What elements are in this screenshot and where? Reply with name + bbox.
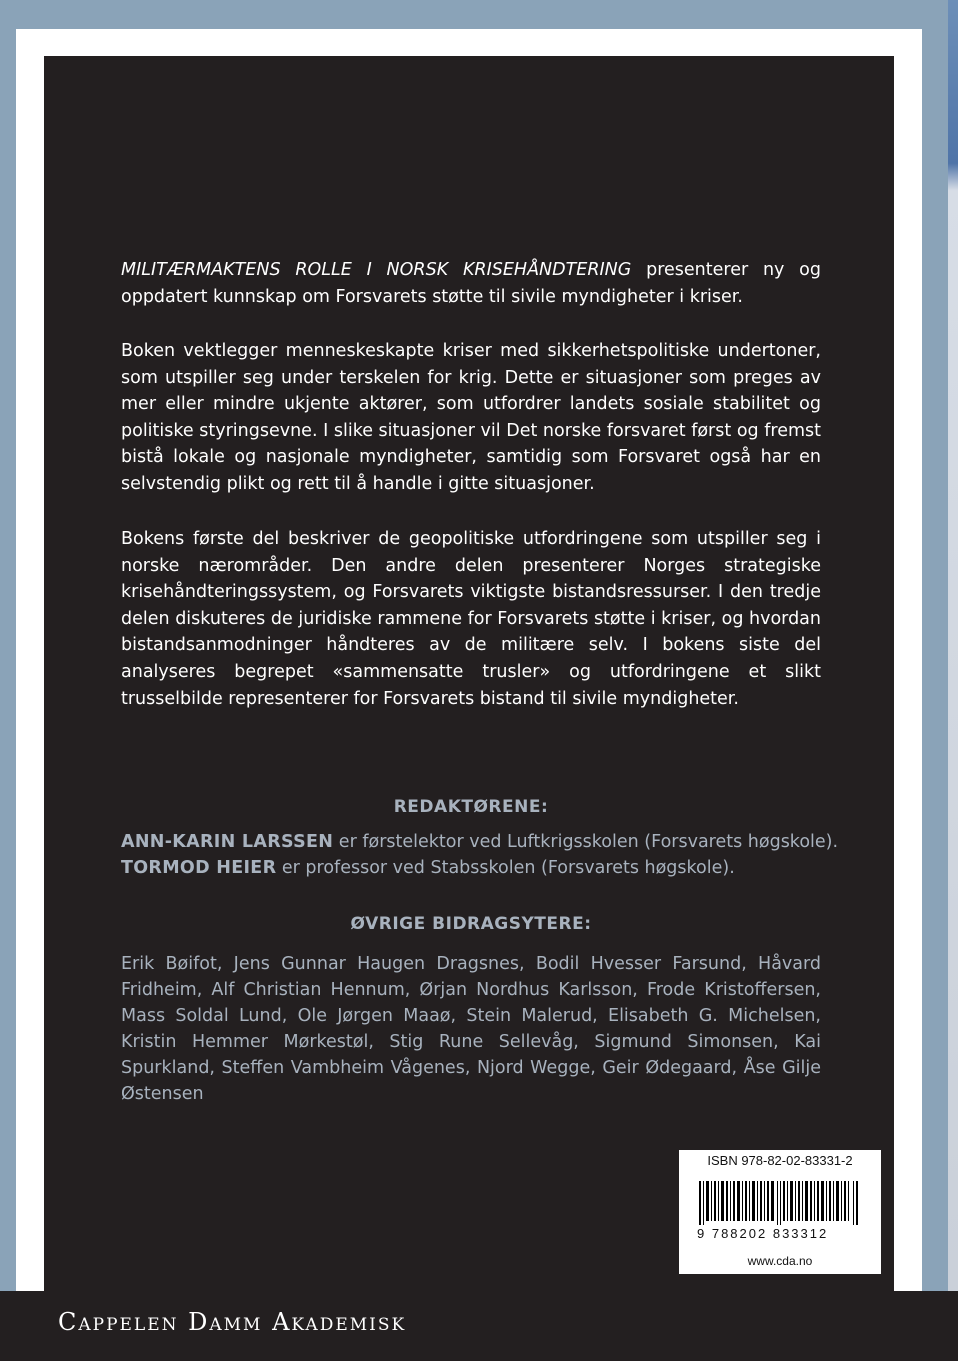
intro-text: presenterer ny og oppdatert kunnskap om Forsvarets støtte til sivile myndigheter i kriser. (121, 260, 821, 307)
editor-entry (121, 855, 841, 881)
description-paragraph-3 (121, 526, 821, 712)
contributors-list: Erik Bøifot, Jens Gunnar Haugen Dragsnes, Bodil Hvesser Farsund, Håvard Fridheim, Alf Christian Hennum, Ørjan Nordhus Karlsson, Frode Kristoffersen, Mass Soldal Lund, Ole Jørgen Maaø, Stein Malerud, Elisabeth G. Michelsen, Kristin Hemmer Mørkestøl, Stig Rune Sellevåg, Sigmund Simonsen, Kai Spurkland, Steffen Vambheim Vågenes, Njord Wegge, Geir Ødegaard, Åse Gilje Østensen (121, 954, 821, 1104)
isbn-barcode-box (679, 1150, 881, 1274)
editor-description: er professor ved Stabsskolen (Forsvarets høgskole). (276, 858, 735, 878)
paragraph-2-text: Boken vektlegger menneskeskapte kriser med sikkerhetspolitiske undertoner, som utspiller seg under terskelen for krig. Dette er situasjoner som preges av mer eller mindre ukjente aktører, som utfordrer landets sosiale stabilitet og politiske styringsevne. I slike situasjoner vil Det norske forsvaret først og fremst bistå lokale og nasjonale myndigheter, samtidig som Forsvaret også har en selvstendig plikt og rett til å handle i gitte situasjoner. (121, 341, 821, 494)
editors-list (121, 829, 841, 881)
paragraph-3-text: Bokens første del beskriver de geopolitiske utfordringene som utspiller seg i norske nærområder. Den andre delen presenterer Norges strategiske krisehåndteringssystem, og Forsvarets viktigste bistandsressurser. I den tredje delen diskuteres de juridiske rammene for Forsvarets støtte i kriser, og hvordan bistandsanmodninger håndteres av de militære selv. I bokens siste del analyseres begrepet «sammensatte trusler» og utfordringene et slikt trusselbilde representerer for Forsvarets bistand til sivile myndigheter. (121, 529, 821, 709)
cover-edge-strip (948, 0, 958, 1361)
editor-entry (121, 829, 841, 855)
editor-description: er førstelektor ved Luftkrigsskolen (Forsvarets høgskole). (333, 832, 839, 852)
footer-bar (0, 1291, 958, 1361)
contributors-heading: ØVRIGE BIDRAGSYTERE: (350, 914, 592, 934)
editors-heading: REDAKTØRENE: (393, 797, 549, 817)
isbn-label: ISBN 978-82-02-83331-2 (707, 1153, 853, 1168)
publisher-logo: Cappelen Damm Akademisk (58, 1308, 407, 1336)
intro-paragraph (121, 257, 821, 310)
editor-name: ANN-KARIN LARSSEN (121, 832, 334, 852)
description-paragraph-2 (121, 338, 821, 498)
barcode-digits: 9 788202 833312 (697, 1226, 829, 1241)
publisher-url: www.cda.no (747, 1254, 813, 1268)
barcode-icon (699, 1181, 859, 1225)
book-title: MILITÆRMAKTENS ROLLE I NORSK KRISEHÅNDTERING (121, 260, 632, 280)
editor-name: TORMOD HEIER (121, 858, 277, 878)
